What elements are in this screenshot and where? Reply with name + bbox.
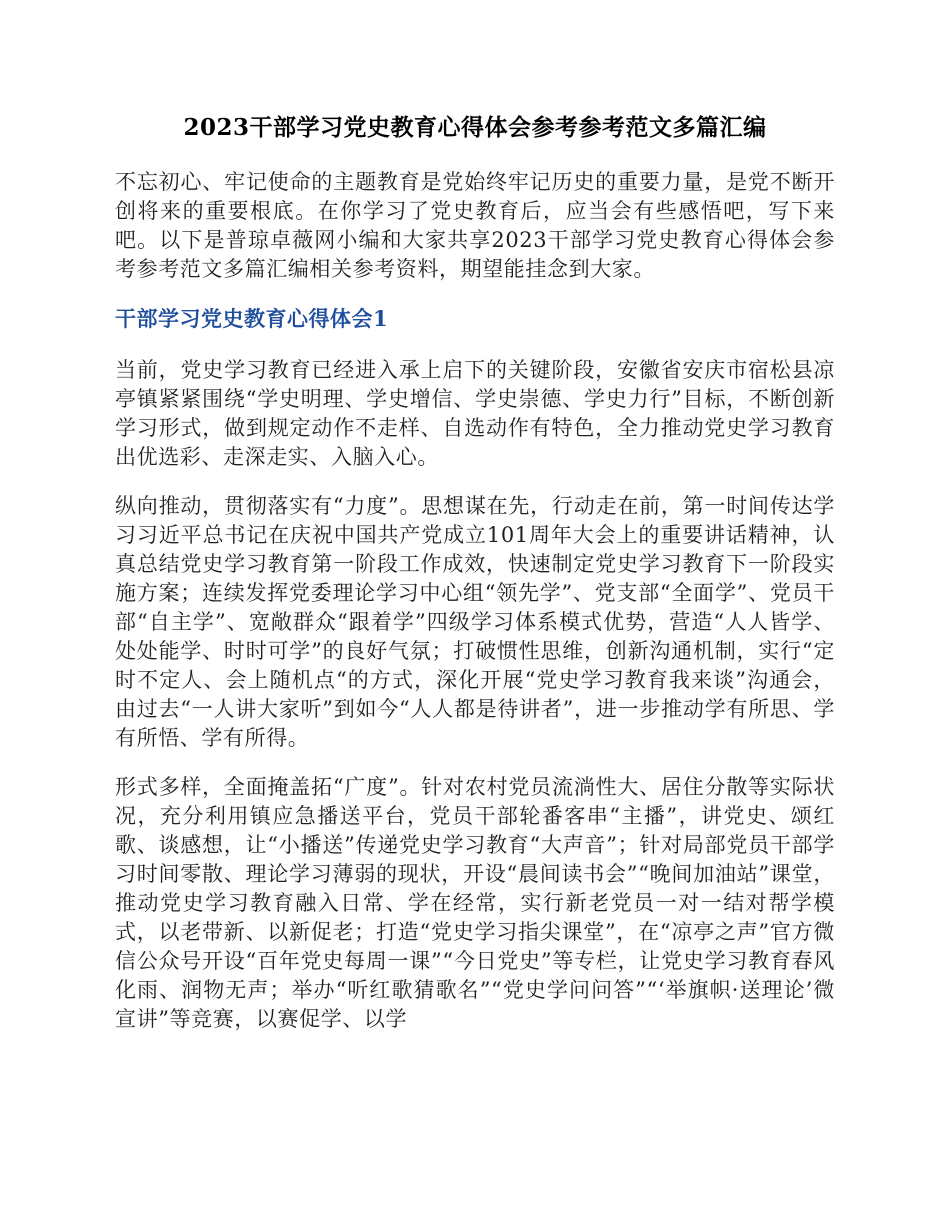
body-paragraph-3: 形式多样，全面掩盖拓“广度”。针对农村党员流淌性大、居住分散等实际状况，充分利用镇应急播送平台，党员干部轮番客串“主播”，讲党史、颂红歌、谈感想，让“小播送”传递党史学习教育“大声音”；针对局部党员干部学习时间零散、理论学习薄弱的现状，开设“晨间读书会”“晚间加油站”课堂，推动党史学习教育融入日常、学在经常，实行新老党员一对一结对帮学模式，以老带新、以新促老；打造“党史学习指尖课堂”，在“凉亭之声”官方微信公众号开设“百年党史每周一课”“今日党史”等专栏，让党史学习教育春风化雨、润物无声；举办“听红歌猜歌名”“党史学问问答”“‘举旗帜·送理论’微宣讲”等竞赛，以赛促学、以学 xyxy=(115,775,835,1031)
intro-paragraph: 不忘初心、牢记使命的主题教育是党始终牢记历史的重要力量，是党不断开创将来的重要根底。在你学习了党史教育后，应当会有些感悟吧，写下来吧。以下是普琼卓薇网小编和大家共享2023干部学习党史教育心得体会参考参考范文多篇汇编相关参考资料，期望能挂念到大家。 xyxy=(115,170,835,281)
body-paragraph-1: 当前，党史学习教育已经进入承上启下的关键阶段，安徽省安庆市宿松县凉亭镇紧紧围绕“学史明理、学史增信、学史崇德、学史力行”目标，不断创新学习形式，做到规定动作不走样、自选动作有特色，全力推动党史学习教育出优选彩、走深走实、入脑入心。 xyxy=(115,358,835,469)
body-paragraph-2: 纵向推动，贯彻落实有“力度”。思想谋在先，行动走在前，第一时间传达学习习近平总书记在庆祝中国共产党成立101周年大会上的重要讲话精神，认真总结党史学习教育第一阶段工作成效，快速制定党史学习教育下一阶段实施方案；连续发挥党委理论学习中心组“领先学”、党支部“全面学”、党员干部“自主学”、宽敞群众“跟着学”四级学习体系模式优势，营造“人人皆学、处处能学、时时可学”的良好气氛；打破惯性思维，创新沟通机制，实行“定时不定人、会上随机点“的方式，深化开展“党史学习教育我来谈”沟通会，由过去“一人讲大家听”到如今“人人都是待讲者”，进一步推动学有所思、学有所悟、学有所得。 xyxy=(115,494,835,750)
document-body xyxy=(115,110,835,1054)
document-title: 2023干部学习党史教育心得体会参考参考范文多篇汇编 xyxy=(183,114,767,141)
section-heading: 干部学习党史教育心得体会1 xyxy=(115,306,389,331)
